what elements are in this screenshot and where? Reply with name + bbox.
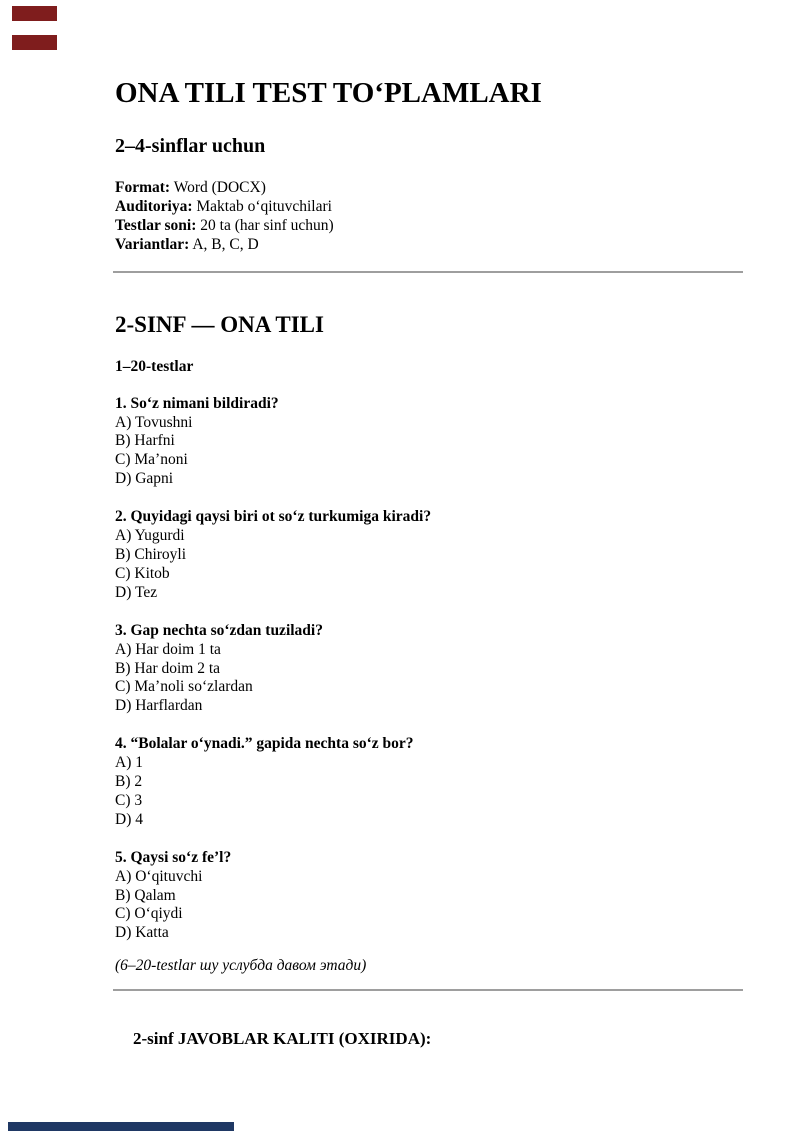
option-a: A) 1 bbox=[115, 754, 143, 772]
question-block-5 bbox=[115, 849, 743, 944]
option-d: D) Tez bbox=[115, 583, 158, 601]
option-a: A) Tovushni bbox=[115, 413, 193, 431]
option-c: C) O‘qiydi bbox=[115, 905, 183, 923]
navy-accent-bar-bottom bbox=[8, 1122, 234, 1131]
option-b: B) Chiroyli bbox=[115, 545, 187, 563]
question-text: 2. Quyidagi qaysi biri ot so‘z turkumiga kiradi? bbox=[115, 508, 432, 526]
meta-label: Testlar soni: bbox=[115, 216, 197, 234]
option-b: B) Qalam bbox=[115, 886, 176, 904]
meta-line-testlar-soni bbox=[115, 217, 743, 236]
question-text: 4. “Bolalar o‘ynadi.” gapida nechta so‘z bor? bbox=[115, 735, 414, 753]
option-a: A) Yugurdi bbox=[115, 527, 185, 545]
red-accent-mark-top-2 bbox=[12, 35, 57, 50]
meta-line-auditoriya bbox=[115, 198, 743, 217]
meta-value: A, B, C, D bbox=[189, 235, 259, 253]
meta-block bbox=[115, 179, 743, 255]
page-title: ONA TILI TEST TO‘PLAMLARI bbox=[115, 77, 542, 109]
option-a: A) O‘qituvchi bbox=[115, 867, 203, 885]
section-heading: 2-SINF — ONA TILI bbox=[115, 311, 324, 337]
option-b: B) Harfni bbox=[115, 432, 175, 450]
question-block-2 bbox=[115, 508, 743, 603]
meta-value: 20 ta (har sinf uchun) bbox=[196, 216, 334, 234]
question-block-1 bbox=[115, 395, 743, 490]
continuation-note: (6–20-testlar шу услубда давом этади) bbox=[115, 957, 367, 975]
divider-bottom bbox=[113, 989, 743, 991]
question-block-4 bbox=[115, 735, 743, 830]
question-block-3 bbox=[115, 622, 743, 717]
red-accent-mark-top-1 bbox=[12, 6, 57, 21]
option-c: C) Kitob bbox=[115, 564, 170, 582]
question-text: 3. Gap nechta so‘zdan tuziladi? bbox=[115, 621, 323, 639]
option-c: C) 3 bbox=[115, 791, 143, 809]
option-a: A) Har doim 1 ta bbox=[115, 640, 221, 658]
option-d: D) 4 bbox=[115, 810, 143, 828]
tests-range-label: 1–20-testlar bbox=[115, 357, 194, 375]
meta-label: Auditoriya: bbox=[115, 197, 193, 215]
meta-label: Format: bbox=[115, 179, 171, 196]
question-text: 1. So‘z nimani bildiradi? bbox=[115, 394, 279, 412]
option-d: D) Harflardan bbox=[115, 697, 203, 715]
meta-value: Word (DOCX) bbox=[170, 179, 266, 196]
meta-value: Maktab o‘qituvchilari bbox=[192, 197, 332, 215]
option-d: D) Katta bbox=[115, 924, 169, 942]
meta-label: Variantlar: bbox=[115, 235, 190, 253]
option-d: D) Gapni bbox=[115, 470, 174, 488]
option-c: C) Ma’noni bbox=[115, 451, 188, 469]
divider-top bbox=[113, 271, 743, 273]
page-subtitle: 2–4-sinflar uchun bbox=[115, 135, 266, 157]
meta-line-variantlar bbox=[115, 236, 743, 255]
option-b: B) Har doim 2 ta bbox=[115, 659, 221, 677]
document-page bbox=[113, 0, 743, 1049]
option-c: C) Ma’noli so‘zlardan bbox=[115, 678, 253, 696]
answer-key-label: 2-sinf JAVOBLAR KALITI (OXIRIDA): bbox=[133, 1029, 432, 1049]
option-b: B) 2 bbox=[115, 773, 143, 791]
meta-line-format bbox=[115, 179, 743, 198]
question-text: 5. Qaysi so‘z fe’l? bbox=[115, 848, 232, 866]
